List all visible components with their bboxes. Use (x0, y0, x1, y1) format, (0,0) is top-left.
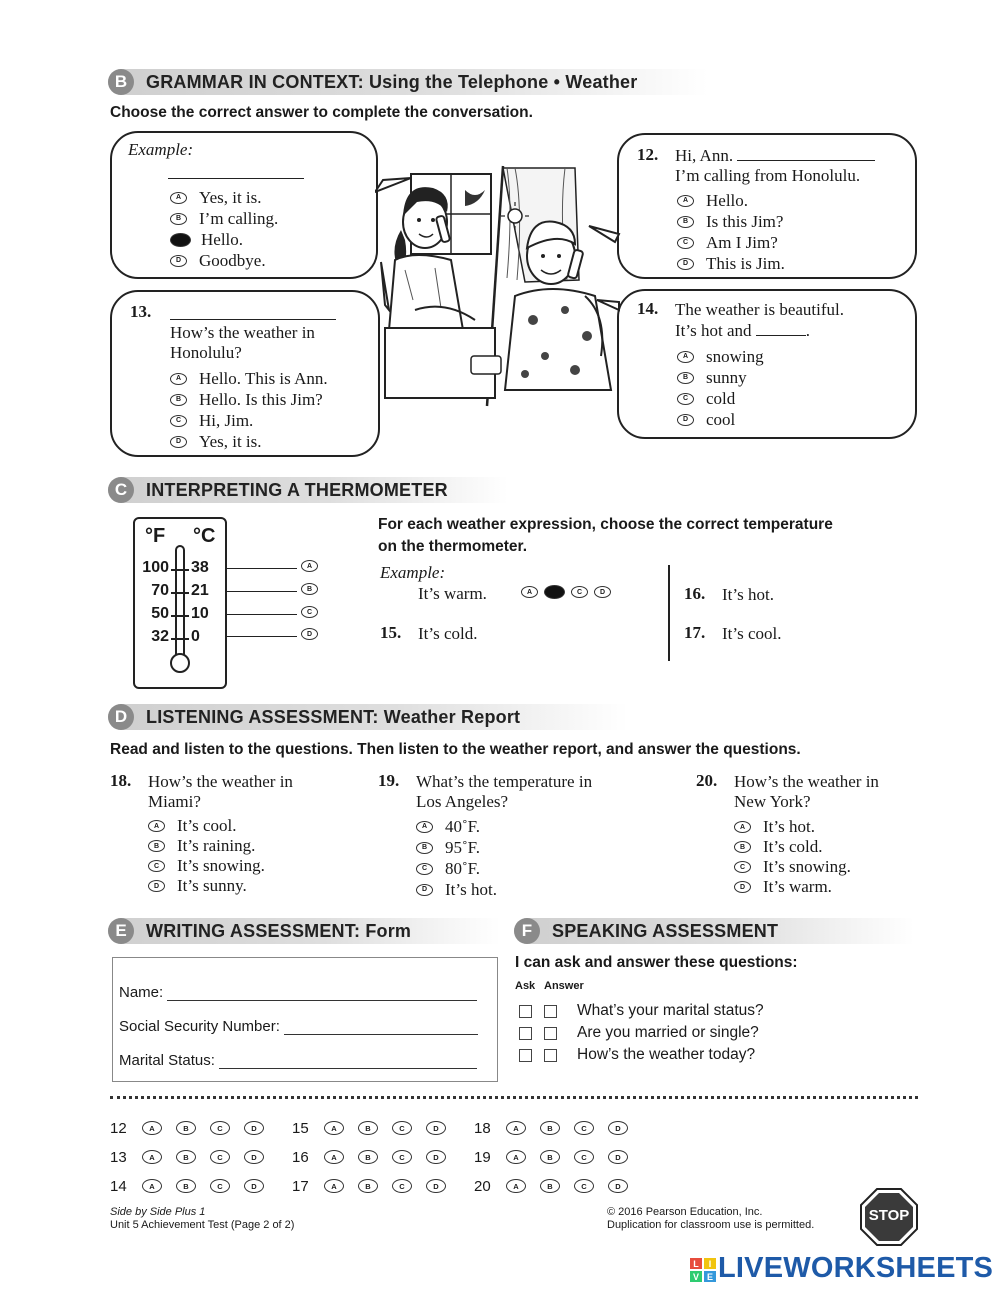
question-20-line1: How’s the weather in (734, 772, 879, 791)
choice-circle-b: B (170, 394, 187, 406)
example-option-a (170, 187, 278, 208)
answer-bubble-b[interactable]: B (358, 1179, 378, 1193)
choice-circle-c: C (677, 393, 694, 405)
answer-number: 13 (110, 1148, 127, 1166)
pointer-line-c (227, 614, 297, 615)
form-name-row (119, 984, 477, 1001)
question-12-number: 12. (637, 145, 659, 164)
footer-book: Side by Side Plus 1 (110, 1206, 206, 1218)
answer-bubble-b[interactable]: B (540, 1179, 560, 1193)
temp-c-21: 21 (191, 582, 209, 599)
ask-checkbox[interactable] (519, 1027, 532, 1040)
answer-number: 19 (474, 1148, 491, 1166)
question-14-line2-end: . (805, 321, 810, 340)
thermometer (133, 517, 227, 689)
question-16-number: 16. (684, 584, 706, 603)
question-14-line1: The weather is beautiful. (675, 300, 844, 319)
speaking-question: How’s the weather today? (577, 1046, 756, 1063)
pointer-line-a (227, 568, 297, 569)
question-18-number: 18. (110, 771, 132, 790)
choice-circle-d: D (148, 880, 165, 892)
choice-circle-a: A (148, 820, 165, 832)
answer-bubble-b[interactable]: B (540, 1150, 560, 1164)
answer-bubble-c[interactable]: C (392, 1179, 412, 1193)
answer-bubble-d[interactable]: D (608, 1179, 628, 1193)
section-c-instruction-2: on the thermometer. (378, 538, 527, 555)
tick (171, 569, 189, 571)
telephone-illustration (375, 160, 625, 410)
answer-bubble-b[interactable]: B (358, 1121, 378, 1135)
section-b-title: GRAMMAR IN CONTEXT: Using the Telephone • Weather (146, 71, 638, 92)
liveworksheets-logo-icon (690, 1258, 716, 1282)
tick (171, 615, 189, 617)
answer-bubble-c[interactable]: C (210, 1150, 230, 1164)
q20-option-b (734, 837, 851, 857)
choice-circle-a: A (677, 351, 694, 363)
section-d-title: LISTENING ASSESSMENT: Weather Report (146, 706, 521, 727)
answer-number: 14 (110, 1177, 127, 1195)
column-divider (668, 565, 670, 661)
answer-bubble-a[interactable]: A (142, 1150, 162, 1164)
example-blank (168, 165, 304, 179)
example-bubble (110, 131, 378, 279)
answer-bubble-b[interactable]: B (540, 1121, 560, 1135)
section-c-example-text: It’s warm. (418, 584, 487, 603)
option-text: Hello. (201, 229, 244, 249)
temp-f-70: 70 (151, 582, 169, 599)
temp-f-100: 100 (142, 559, 169, 576)
section-b-letter: B (108, 69, 134, 95)
answer-bubble-a[interactable]: A (142, 1121, 162, 1135)
choice-circle-d: D (416, 884, 433, 896)
option-text: It’s snowing. (763, 857, 851, 876)
speaking-list (519, 1000, 764, 1066)
temp-f-32: 32 (151, 628, 169, 645)
answer-bubble-c[interactable]: C (574, 1179, 594, 1193)
section-d-letter: D (108, 704, 134, 730)
option-text: Hi, Jim. (199, 410, 254, 430)
choice-circle-d: D (170, 436, 187, 448)
option-text: 80˚F. (445, 858, 481, 878)
answer-row-15 (292, 1118, 460, 1138)
option-text: Goodbye. (199, 250, 266, 270)
answer-bubble-a[interactable]: A (324, 1179, 344, 1193)
section-c-instruction-1: For each weather expression, choose the correct temperature (378, 516, 833, 533)
footer-duplication: Duplication for classroom use is permitted. (607, 1219, 815, 1231)
choice-circle-c: C (170, 415, 187, 427)
thermometer-tube (175, 545, 185, 663)
option-text: Hello. This is Ann. (199, 368, 328, 388)
choice-circle-c: C (148, 860, 165, 872)
q20-option-d (734, 877, 851, 897)
answer-bubble-d[interactable]: D (608, 1121, 628, 1135)
question-12-line1-text: Hi, Ann. (675, 146, 734, 165)
q13-option-d (170, 431, 328, 452)
footer-unit: Unit 5 Achievement Test (Page 2 of 2) (110, 1219, 295, 1231)
speaking-item (519, 1022, 764, 1044)
name-field[interactable] (167, 985, 477, 1001)
section-d-header (108, 704, 628, 730)
option-text: snowing (706, 346, 764, 366)
question-19-line2: Los Angeles? (416, 792, 509, 811)
col-ask-label: Ask (515, 980, 536, 992)
choice-circle-d: D (677, 414, 694, 426)
q13-option-b (170, 389, 328, 410)
answer-bubble-b[interactable]: B (358, 1150, 378, 1164)
answer-row-14 (110, 1176, 278, 1196)
answer-bubble-a[interactable]: A (506, 1121, 526, 1135)
section-f-letter: F (514, 918, 540, 944)
option-text: It’s sunny. (177, 876, 247, 895)
choice-circle-c: C (677, 237, 694, 249)
option-text: Am I Jim? (706, 232, 778, 252)
answer-number: 12 (110, 1119, 127, 1137)
q14-option-c (677, 388, 764, 409)
q12-option-b (677, 211, 785, 232)
option-text: cold (706, 388, 736, 408)
option-text: It’s raining. (177, 836, 256, 855)
thermo-circle-c: C (301, 606, 318, 618)
q18-option-a (148, 816, 265, 836)
option-text: This is Jim. (706, 253, 785, 273)
answer-bubble-b[interactable]: B (176, 1179, 196, 1193)
choice-circle-a: A (170, 373, 187, 385)
q12-option-a (677, 190, 785, 211)
question-13-number: 13. (130, 302, 152, 321)
answer-row-18 (474, 1118, 642, 1138)
choice-circle-b: B (148, 840, 165, 852)
answer-bubble-b[interactable]: B (176, 1121, 196, 1135)
section-e-title: WRITING ASSESSMENT: Form (146, 920, 412, 941)
answer-bubble-c[interactable]: C (392, 1121, 412, 1135)
section-b-instruction: Choose the correct answer to complete the conversation. (110, 104, 533, 121)
question-14-bubble (617, 289, 917, 439)
question-19-line1: What’s the temperature in (416, 772, 593, 791)
speaking-question: What’s your marital status? (577, 1002, 764, 1019)
q14-option-b (677, 367, 764, 388)
example-option-c (170, 229, 278, 250)
logo-tile: E (704, 1271, 716, 1282)
form-name-label: Name: (119, 984, 164, 1001)
option-text: It’s cool. (177, 816, 237, 835)
form-marital-row (119, 1052, 477, 1069)
fahrenheit-label: °F (145, 525, 166, 547)
filled-circle-c (170, 233, 191, 247)
question-17-number: 17. (684, 623, 706, 642)
question-13-line2: Honolulu? (170, 343, 242, 362)
option-text: 95˚F. (445, 837, 481, 857)
question-20-line2: New York? (734, 792, 811, 811)
temp-c-10: 10 (191, 605, 209, 622)
answer-bubble-d[interactable]: D (426, 1121, 446, 1135)
choice-circle-b: B (170, 213, 187, 225)
section-f-header (514, 918, 914, 944)
answer-bubble-a[interactable]: A (506, 1179, 526, 1193)
option-text: I’m calling. (199, 208, 279, 228)
option-text: It’s cold. (763, 837, 823, 856)
answer-bubble-d[interactable]: D (244, 1150, 264, 1164)
ssn-field[interactable] (284, 1019, 478, 1035)
option-text: 40˚F. (445, 816, 481, 836)
q19-option-c (416, 858, 497, 879)
section-c-title: INTERPRETING A THERMOMETER (146, 479, 448, 500)
answer-number: 16 (292, 1148, 309, 1166)
answer-bubble-b[interactable]: B (176, 1150, 196, 1164)
choice-circle-d: D (594, 586, 611, 598)
answer-checkbox[interactable] (544, 1005, 557, 1018)
speaking-question: Are you married or single? (577, 1024, 759, 1041)
answer-bubble-c[interactable]: C (574, 1121, 594, 1135)
section-c-header (108, 477, 508, 503)
choice-circle-c: C (416, 863, 433, 875)
choice-circle-a: A (416, 821, 433, 833)
stop-sign-text: STOP (868, 1207, 910, 1224)
q18-option-c (148, 856, 265, 876)
choice-circle-d: D (677, 258, 694, 270)
answer-bubble-d[interactable]: D (426, 1179, 446, 1193)
question-12-bubble (617, 133, 917, 279)
q12-option-c (677, 232, 785, 253)
answer-row-17 (292, 1176, 460, 1196)
answer-bubble-c[interactable]: C (210, 1179, 230, 1193)
q19-option-a (416, 816, 497, 837)
form-marital-label: Marital Status: (119, 1052, 215, 1069)
temp-c-38: 38 (191, 559, 209, 576)
temp-c-0: 0 (191, 628, 200, 645)
answer-blank (756, 322, 806, 336)
section-c-letter: C (108, 477, 134, 503)
question-14-line2-text: It’s hot and (675, 321, 752, 340)
option-text: It’s snowing. (177, 856, 265, 875)
ask-checkbox[interactable] (519, 1049, 532, 1062)
answer-bubble-c[interactable]: C (210, 1121, 230, 1135)
liveworksheets-brand[interactable]: LIVEWORKSHEETS (718, 1252, 994, 1284)
thermometer-bulb (170, 653, 190, 673)
choice-circle-a: A (734, 821, 751, 833)
choice-circle-a: A (521, 586, 538, 598)
pointer-line-b (227, 591, 297, 592)
dotted-separator (110, 1096, 918, 1099)
answer-bubble-a[interactable]: A (324, 1121, 344, 1135)
section-b-header (108, 69, 708, 95)
temp-f-50: 50 (151, 605, 169, 622)
question-16-text: It’s hot. (722, 585, 774, 604)
answer-bubble-a[interactable]: A (142, 1179, 162, 1193)
q20-option-c (734, 857, 851, 877)
answer-row-13 (110, 1147, 278, 1167)
speaking-item (519, 1044, 764, 1066)
section-d-instruction: Read and listen to the questions. Then listen to the weather report, and answer the questions. (110, 741, 801, 758)
q18-option-d (148, 876, 265, 896)
footer-copyright: © 2016 Pearson Education, Inc. (607, 1206, 763, 1218)
q14-option-a (677, 346, 764, 367)
choice-circle-b: B (677, 216, 694, 228)
q19-option-d (416, 879, 497, 900)
thermo-circle-b: B (301, 583, 318, 595)
choice-circle-a: A (170, 192, 187, 204)
question-12-line1 (675, 145, 875, 166)
form-ssn-row (119, 1018, 478, 1035)
option-text: Hello. Is this Jim? (199, 389, 323, 409)
writing-form (112, 957, 498, 1082)
choice-circle-b: B (677, 372, 694, 384)
answer-row-20 (474, 1176, 642, 1196)
option-text: Yes, it is. (199, 431, 262, 451)
answer-bubble-d[interactable]: D (426, 1150, 446, 1164)
logo-tile: L (690, 1258, 702, 1269)
question-20-number: 20. (696, 771, 718, 790)
question-13-line1: How’s the weather in (170, 323, 315, 342)
choice-circle-a: A (677, 195, 694, 207)
logo-tile: V (690, 1271, 702, 1282)
thermo-circle-a: A (301, 560, 318, 572)
answer-blank (737, 147, 875, 161)
option-text: Is this Jim? (706, 211, 784, 231)
example-option-b (170, 208, 278, 229)
answer-number: 18 (474, 1119, 491, 1137)
speaking-item (519, 1000, 764, 1022)
example-label: Example: (128, 140, 194, 159)
question-14-line2 (675, 320, 810, 341)
question-17-text: It’s cool. (722, 624, 782, 643)
section-e-letter: E (108, 918, 134, 944)
answer-bubble-d[interactable]: D (608, 1150, 628, 1164)
q19-option-b (416, 837, 497, 858)
question-13-bubble (110, 290, 380, 457)
question-15-text: It’s cold. (418, 624, 478, 643)
option-text: sunny (706, 367, 747, 387)
question-18-line1: How’s the weather in (148, 772, 293, 791)
pointer-line-d (227, 636, 297, 637)
answer-bubble-d[interactable]: D (244, 1179, 264, 1193)
example-option-d (170, 250, 278, 271)
choice-circle-d: D (734, 881, 751, 893)
tick (171, 592, 189, 594)
answer-row-12 (110, 1118, 278, 1138)
filled-circle-b (544, 585, 565, 599)
tick (171, 638, 189, 640)
question-15-number: 15. (380, 623, 402, 642)
question-14-number: 14. (637, 299, 659, 318)
marital-status-field[interactable] (219, 1053, 477, 1069)
choice-circle-c: C (734, 861, 751, 873)
answer-bubble-c[interactable]: C (574, 1150, 594, 1164)
logo-tile: I (704, 1258, 716, 1269)
answer-bubble-a[interactable]: A (324, 1150, 344, 1164)
answer-bubble-a[interactable]: A (506, 1150, 526, 1164)
option-text: It’s hot. (445, 879, 497, 899)
answer-number: 15 (292, 1119, 309, 1137)
choice-circle-c: C (571, 586, 588, 598)
q13-option-a (170, 368, 328, 389)
ask-checkbox[interactable] (519, 1005, 532, 1018)
form-ssn-label: Social Security Number: (119, 1018, 280, 1035)
answer-number: 20 (474, 1177, 491, 1195)
section-e-header (108, 918, 500, 944)
q14-option-d (677, 409, 764, 430)
option-text: Hello. (706, 190, 749, 210)
option-text: It’s hot. (763, 817, 815, 836)
answer-row-16 (292, 1147, 460, 1167)
celsius-label: °C (193, 525, 216, 547)
option-text: Yes, it is. (199, 187, 262, 207)
option-text: cool (706, 409, 736, 429)
choice-circle-d: D (170, 255, 187, 267)
q18-option-b (148, 836, 265, 856)
answer-checkbox[interactable] (544, 1049, 557, 1062)
section-c-example-circles (521, 585, 611, 599)
answer-number: 17 (292, 1177, 309, 1195)
answer-checkbox[interactable] (544, 1027, 557, 1040)
section-f-instruction: I can ask and answer these questions: (515, 954, 798, 971)
answer-bubble-c[interactable]: C (392, 1150, 412, 1164)
q20-option-a (734, 817, 851, 837)
answer-bubble-d[interactable]: D (244, 1121, 264, 1135)
question-19-number: 19. (378, 771, 400, 790)
thermo-circle-d: D (301, 628, 318, 640)
col-answer-label: Answer (544, 980, 584, 992)
q12-option-d (677, 253, 785, 274)
answer-row-19 (474, 1147, 642, 1167)
question-12-line2: I’m calling from Honolulu. (675, 166, 861, 185)
answer-blank (170, 306, 336, 320)
question-18-line2: Miami? (148, 792, 201, 811)
q13-option-c (170, 410, 328, 431)
section-f-title: SPEAKING ASSESSMENT (552, 920, 779, 941)
choice-circle-b: B (416, 842, 433, 854)
choice-circle-b: B (734, 841, 751, 853)
section-c-example-label: Example: (380, 563, 446, 582)
option-text: It’s warm. (763, 877, 832, 896)
